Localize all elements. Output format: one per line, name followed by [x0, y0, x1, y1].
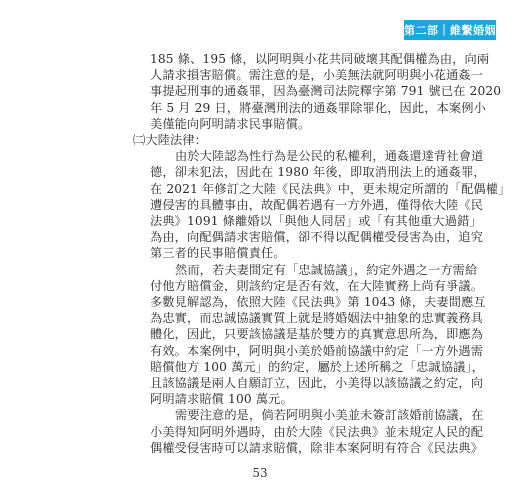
text-line: 為由，向配偶請求害賠償，卻不得以配偶權受侵害為由，追究	[150, 230, 484, 245]
text-line: 為忠實，而忠誠協議實質上就是將婚姻法中抽象的忠實義務具	[150, 311, 484, 326]
text-line: 有效。本案例中，阿明與小美於婚前協議中約定「一方外遇需	[150, 343, 484, 358]
text-line: 且該協議是兩人自願訂立，因此，小美得以該協議之約定，向	[150, 376, 484, 390]
text-line: 小美得知阿明外遇時，由於大陸《民法典》並未規定人民的配	[150, 424, 484, 439]
page-number: 53	[252, 466, 268, 480]
section-header-label: 第二部｜維繫婚姻	[404, 24, 496, 37]
text-line: 德，卻未犯法，因此在 1980 年後，即取消刑法上的通姦罪，	[150, 165, 486, 180]
section-header-tab	[404, 20, 496, 40]
text-line: 多數見解認為，依照大陸《民法典》第 1043 條，夫妻間應互	[150, 295, 486, 309]
text-line: 由於大陸認為性行為是公民的私權利，通姦還達背社會道	[175, 149, 484, 164]
text-line: 第三者的民事賠償責任。	[150, 246, 286, 261]
text-line: 需要注意的是，倘若阿明與小美並未簽訂該婚前協議，在	[175, 408, 484, 423]
text-line: 阿明請求賠償 100 萬元。	[150, 392, 293, 407]
subsection-heading: ㈡大陸法律：	[133, 133, 208, 147]
text-line: 體化，因此，只要該協議是基於雙方的真實意思所為，即應為	[150, 327, 484, 342]
text-line: 事提起刑事的通姦罪，因為臺灣司法院釋字第 791 號已在 2020	[150, 84, 502, 99]
text-line: 185 條、195 條，以阿明與小花共同破壞其配偶權為由，向兩	[150, 52, 490, 66]
text-line: 偶權受侵害時可以請求賠償，除非本案阿明有符合《民法典》	[150, 440, 484, 455]
text-line: 付他方賠償金，則該約定是否有效，在大陸實務上尚有爭議。	[150, 278, 484, 293]
text-line: 然而，若夫妻間定有「忠誠協議」，約定外遇之一方需給	[175, 262, 478, 277]
text-line: 年 5 月 29 日，將臺灣刑法的通姦罪除罪化，因此，本案例小	[150, 100, 486, 115]
text-line: 美僅能向阿明請求民事賠償。	[150, 116, 311, 131]
text-line: 賠償他方 100 萬元」的約定，屬於上述所稱之「忠誠協議」，	[150, 359, 485, 374]
text-line: 遭侵害的具體事由，故配偶若遇有一方外遇，僅得依大陸《民	[150, 197, 484, 212]
text-line: 人請求損害賠償。需注意的是，小美無法就阿明與小花通姦一	[150, 68, 484, 83]
text-line: 法典》1091 條離婚以「與他人同居」或「有其他重大過錯」	[150, 214, 482, 228]
text-line: 在 2021 年修訂之大陸《民法典》中，更未規定所謂的「配偶權」	[150, 181, 511, 196]
